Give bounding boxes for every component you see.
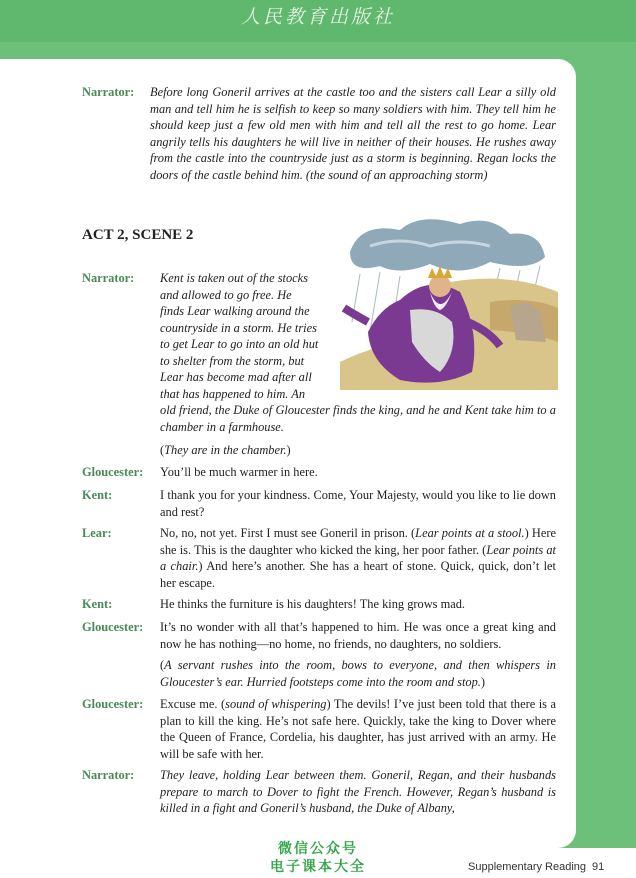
narration-line: that has happened to him. An	[160, 386, 306, 401]
dialogue-row	[82, 619, 556, 653]
narration-line: and allowed to go free. He	[160, 287, 292, 302]
narration-line: countryside in a storm. He tries	[160, 320, 317, 335]
watermark-line: 微信公众号	[278, 841, 358, 857]
dialogue-text: Excuse me. (sound of whispering) The devils! I’ve just been told that there is a plan to kill the king. He’s not safe here. Quickly, take the king to Dover where the Queen of France, Cordelia, his daughter, has just arrived with an army. He will be safe with her.	[160, 697, 557, 761]
scene-heading: ACT 2, SCENE 2	[82, 227, 194, 243]
section-label: Supplementary Reading	[468, 861, 587, 873]
stage-direction-row: (A servant rushes into the room, bows to everyone, and then whispers in Gloucester’s ear. Hurried footsteps come into the room and stop.)	[160, 658, 556, 689]
speaker-label: Narrator:	[82, 271, 135, 285]
dialogue-text: It’s no wonder with all that’s happened to him. He was once a great king and now he has nothing—no home, no friends, no daughters, no soldiers.	[160, 620, 556, 651]
publisher-logo: 人民教育出版社	[240, 6, 395, 28]
stage-direction: Lear points at a chair.	[160, 542, 557, 573]
dialogue-row	[82, 696, 556, 764]
narration-line: finds Lear walking around the	[160, 304, 310, 318]
narration-line: to shelter from the storm, but	[160, 353, 305, 368]
speaker-label: Narrator:	[82, 85, 135, 99]
narration-line: Lear has become mad after all	[160, 370, 312, 384]
dialogue-text: He thinks the furniture is his daughters! The king grows mad.	[160, 597, 466, 611]
stage-direction: sound of whispering	[225, 697, 327, 711]
dialogue-row	[82, 525, 556, 593]
speaker-label: Gloucester:	[82, 465, 144, 479]
speaker-label: Lear:	[82, 526, 112, 540]
speaker-label: Gloucester:	[82, 697, 144, 711]
narration-line: Kent is taken out of the stocks	[160, 271, 308, 285]
dialogue-row	[82, 767, 556, 819]
dialogue-row	[82, 487, 556, 521]
speaker-label: Kent:	[82, 488, 113, 502]
narration-text: They leave, holding Lear between them. Goneril, Regan, and their husbands prepare to march to Dover to fight the French. However, Regan’s husband is killed in a fight and Goneril’s husband, the Duke of Albany,	[160, 768, 556, 815]
watermark-line: 电子课本大全	[270, 859, 366, 875]
speaker-label: Kent:	[82, 597, 113, 611]
right-margin-strip	[576, 42, 636, 848]
dialogue-row	[82, 84, 556, 202]
narration-line: to get Lear to go into an old hut	[160, 337, 319, 351]
dialogue-text: No, no, not yet. First I must see Goneril in prison. (Lear points at a stool.) Here she is. This is the daughter who kicked the king, her poor father. (Lear points at a chair.) And here’s another. She has a heart of stone. Quick, quick, don’t let her escape.	[160, 526, 557, 590]
stage-direction: Lear points at a stool.	[415, 526, 525, 540]
speaker-label: Narrator:	[82, 768, 135, 782]
narration-text: Before long Goneril arrives at the castle too and the sisters call Lear a silly old man and tell him he is selfish to keep so many soldiers with him. They tell him he should keep just a few old men with him and tell all the rest to go home. Lear angrily tells his daughters he will live in neither of their houses. He rushes away from the castle into the countryside just as a storm is beginning. Regan locks the doors of the castle behind him. (the sound of an approaching storm)	[150, 85, 556, 182]
page-number: 91	[592, 861, 605, 873]
narration-text-continued: old friend, the Duke of Gloucester finds the king, and he and Kent take him to a chamber in a farmhouse.	[160, 403, 556, 434]
dialogue-text: I thank you for your kindness. Come, Your Majesty, would you like to lie down and rest?	[160, 488, 556, 519]
dialogue-text: You’ll be much warmer in here.	[160, 465, 318, 479]
top-band	[0, 0, 636, 42]
speaker-label: Gloucester:	[82, 620, 144, 634]
dialogue-row	[82, 270, 556, 436]
stage-direction: They are in the chamber.	[164, 443, 287, 457]
stage-direction: A servant rushes into the room, bows to everyone, and then whispers in Gloucester’s ear. Hurried footsteps come into the room and stop.	[160, 658, 556, 689]
narration-text-wrapped	[160, 270, 330, 402]
